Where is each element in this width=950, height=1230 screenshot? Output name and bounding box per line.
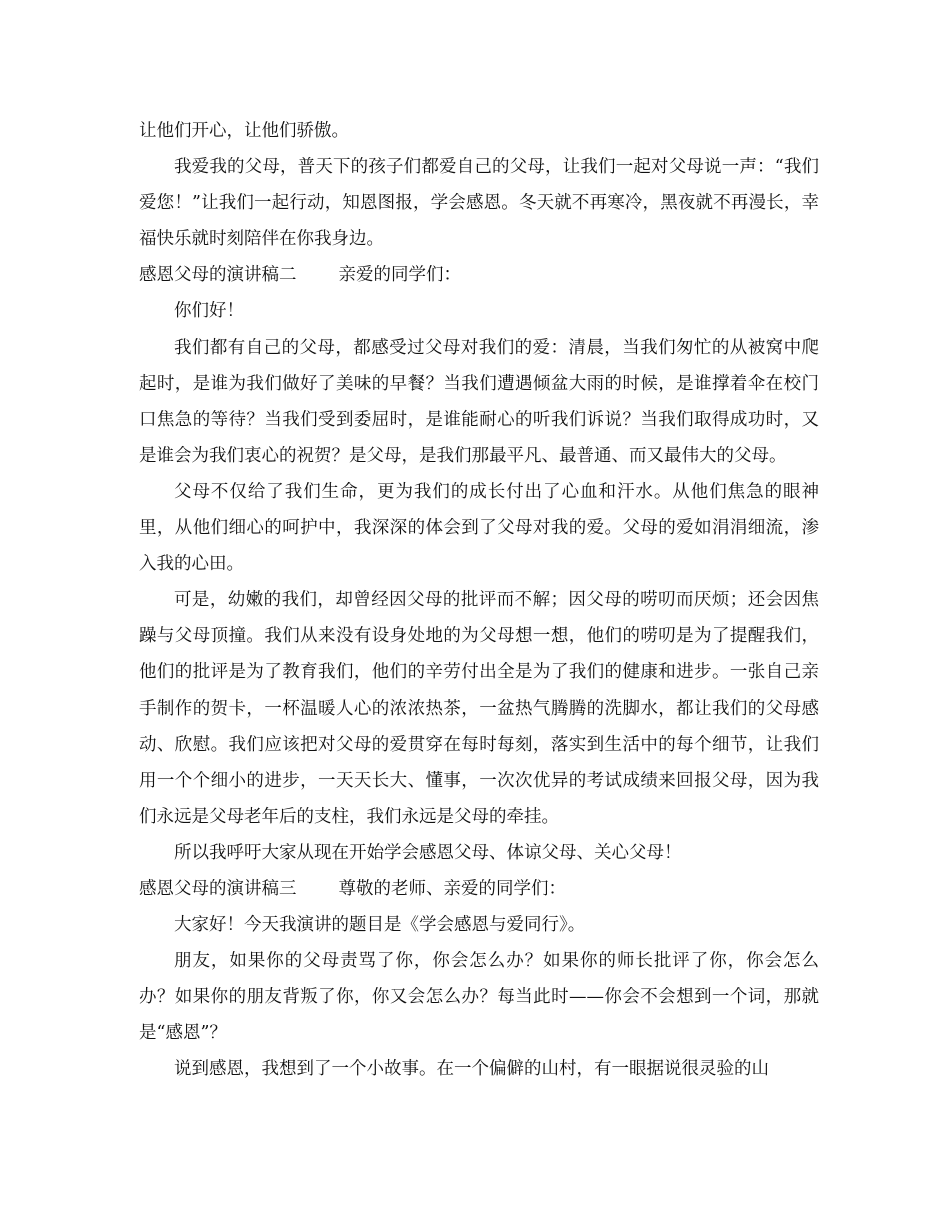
section-heading-3 [139,871,819,907]
paragraph: 父母不仅给了我们生命，更为我们的成长付出了心血和汗水。从他们焦急的眼神里，从他们细心的呵护中，我深深的体会到了父母对我的爱。父母的爱如涓涓细流，渗入我的心田。 [139,481,819,575]
paragraph: 所以我呼吁大家从现在开始学会感恩父母、体谅父母、关心父母！ [174,842,682,863]
section-title: 感恩父母的演讲稿三 [139,878,297,899]
section-title: 感恩父母的演讲稿二 [139,265,297,286]
paragraph: 可是，幼嫩的我们，却曾经因父母的批评而不解；因父母的唠叨而厌烦；还会因焦躁与父母顶撞。我们从来没有设身处地的为父母想一想，他们的唠叨是为了提醒我们，他们的批评是为了教育我们，他们的辛劳付出全是为了我们的健康和进步。一张自己亲手制作的贺卡，一杯温暖人心的浓浓热茶，一盆热气腾腾的洗脚水，都让我们的父母感动、欣慰。我们应该把对父母的爱贯穿在每时每刻，落实到生活中的每个细节，让我们用一个个细小的进步，一天天长大、懂事，一次次优异的考试成绩来回报父母，因为我们永远是父母老年后的支柱，我们永远是父母的牵挂。 [139,590,819,827]
section-salutation: 亲爱的同学们： [338,265,461,286]
paragraph: 大家好！今天我演讲的题目是《学会感恩与爱同行》。 [174,915,586,936]
section-heading-2 [139,257,819,293]
section-salutation: 尊敬的老师、亲爱的同学们： [338,878,566,899]
document-body [139,113,819,1088]
paragraph: 朋友，如果你的父母责骂了你，你会怎么办？如果你的师长批评了你，你会怎么办？如果你的朋友背叛了你，你又会怎么办？每当此时——你会不会想到一个词，那就是“感恩”？ [139,951,819,1044]
paragraph: 让他们开心，让他们骄傲。 [139,121,349,141]
paragraph: 我爱我的父母，普天下的孩子们都爱自己的父母，让我们一起对父母说一声：“我们爱您！”让我们一起行动，知恩图报，学会感恩。冬天就不再寒冷，黑夜就不再漫长，幸福快乐就时刻陪伴在你我身边。 [139,157,819,250]
paragraph: 说到感恩，我想到了一个小故事。在一个偏僻的山村，有一眼据说很灵验的山 [174,1059,769,1080]
paragraph: 你们好！ [174,301,244,322]
paragraph: 我们都有自己的父母，都感受过父母对我们的爱：清晨，当我们匆忙的从被窝中爬起时，是谁为我们做好了美味的早餐？当我们遭遇倾盆大雨的时候，是谁撑着伞在校门口焦急的等待？当我们受到委屈时，是谁能耐心的听我们诉说？当我们取得成功时，又是谁会为我们衷心的祝贺？是父母，是我们那最平凡、最普通、而又最伟大的父母。 [139,337,819,466]
